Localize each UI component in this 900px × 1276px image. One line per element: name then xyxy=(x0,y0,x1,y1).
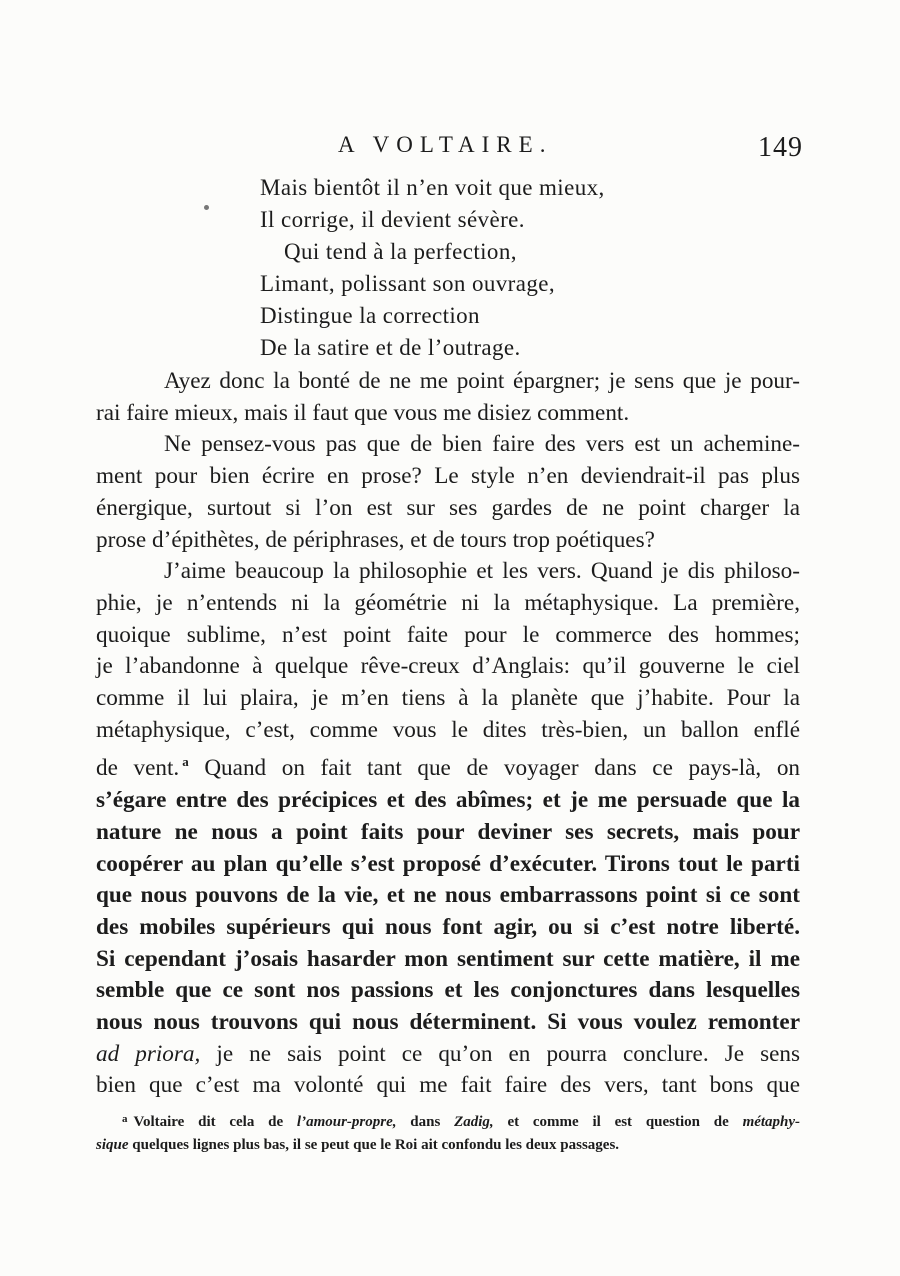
running-title: A VOLTAIRE. xyxy=(338,132,553,157)
text-line xyxy=(96,1039,800,1071)
text-line: que nous pouvons de la vie, et ne nous embarrassons point si ce sont xyxy=(96,882,800,909)
text-line: nature ne nous a point faits pour deviner ses secrets, mais pour xyxy=(96,818,800,845)
verse-block xyxy=(260,172,820,364)
verse-line: De la satire et de l’outrage. xyxy=(260,335,521,360)
page-number: 149 xyxy=(758,132,803,163)
verse-line: Mais bientôt il n’en voit que mieux, xyxy=(260,175,605,200)
text-fragment: Quand on fait tant que de voyager dans ce pays-là, on xyxy=(204,755,801,782)
footnote-text: dans xyxy=(410,1114,441,1130)
text-line: nous nous trouvons qui nous déterminent. Si vous voulez remonter xyxy=(96,1009,800,1036)
page-header xyxy=(0,128,900,168)
footnote-italic: sique xyxy=(96,1137,129,1153)
text-line: J’aime beaucoup la philosophie et les vers. Quand je dis philoso- xyxy=(164,558,800,585)
text-line: comme il lui plaira, je m’en tiens à la planète que j’habite. Pour la xyxy=(96,685,800,712)
text-fragment: je ne sais point ce qu’on en pourra conclure. Je sens xyxy=(216,1040,801,1067)
text-line: Ne pensez-vous pas que de bien faire des vers est un achemine- xyxy=(164,431,800,458)
footnote-marker: a xyxy=(122,1113,128,1125)
footnote-text: Voltaire dit cela de xyxy=(133,1114,284,1130)
text-line: Si cependant j’osais hasarder mon sentiment sur cette matière, il me xyxy=(96,945,800,972)
footnote-text: quelques lignes plus bas, il se peut que le Roi ait confondu les deux passages. xyxy=(132,1137,620,1153)
verse-line: Qui tend à la perfection, xyxy=(284,239,517,264)
footnote-italic: Zadig, xyxy=(454,1114,494,1130)
text-line: quoique sublime, n’est point faite pour le commerce des hommes; xyxy=(96,621,800,648)
footnote-line xyxy=(96,1108,800,1134)
footnote xyxy=(96,1108,800,1157)
text-line: s’égare entre des précipices et des abîmes; et je me persuade que la xyxy=(96,787,800,814)
text-line: énergique, surtout si l’on est sur ses gardes de ne point charger la xyxy=(96,494,800,521)
footnote-italic: métaphy- xyxy=(742,1114,801,1130)
text-line: des mobiles supérieurs qui nous font agir, ou si c’est notre liberté. xyxy=(96,913,800,940)
text-line: bien que c’est ma volonté qui me fait faire des vers, tant bons que xyxy=(96,1072,800,1099)
paragraph-3 xyxy=(96,556,800,1102)
footnote-text: et comme il est question de xyxy=(507,1114,729,1130)
italic-phrase: ad priora, xyxy=(96,1040,201,1067)
text-line: Ayez donc la bonté de ne me point épargner; je sens que je pour- xyxy=(164,368,800,394)
text-line: prose d’épithètes, de périphrases, et de tours trop poétiques? xyxy=(96,526,655,553)
text-fragment: de vent. xyxy=(96,755,180,782)
footnote-line xyxy=(96,1134,800,1157)
verse-line: Limant, polissant son ouvrage, xyxy=(260,271,555,296)
text-line: semble que ce sont nos passions et les conjonctures dans lesquelles xyxy=(96,977,800,1004)
paragraph-2 xyxy=(96,429,800,556)
footnote-italic: l’amour-propre, xyxy=(296,1114,397,1130)
verse-line: Il corrige, il devient sévère. xyxy=(260,207,525,232)
ink-speck xyxy=(204,205,209,210)
paragraph-1 xyxy=(96,366,800,429)
text-line: ment pour bien écrire en prose? Le style n’en deviendrait-il pas plus xyxy=(96,463,800,490)
text-line: rai faire mieux, mais il faut que vous me disiez comment. xyxy=(96,399,630,426)
text-line xyxy=(96,746,800,785)
text-line: métaphysique, c’est, comme vous le dites très-bien, un ballon enflé xyxy=(96,716,800,743)
text-line: phie, je n’entends ni la géométrie ni la métaphysique. La première, xyxy=(96,589,800,616)
verse-line: Distingue la correction xyxy=(260,303,480,328)
prose-text xyxy=(96,366,800,1102)
text-line: coopérer au plan qu’elle s’est proposé d’exécuter. Tirons tout le parti xyxy=(96,850,800,877)
text-line: je l’abandonne à quelque rêve-creux d’Anglais: qu’il gouverne le ciel xyxy=(96,653,800,680)
footnote-reference: a xyxy=(182,754,189,770)
